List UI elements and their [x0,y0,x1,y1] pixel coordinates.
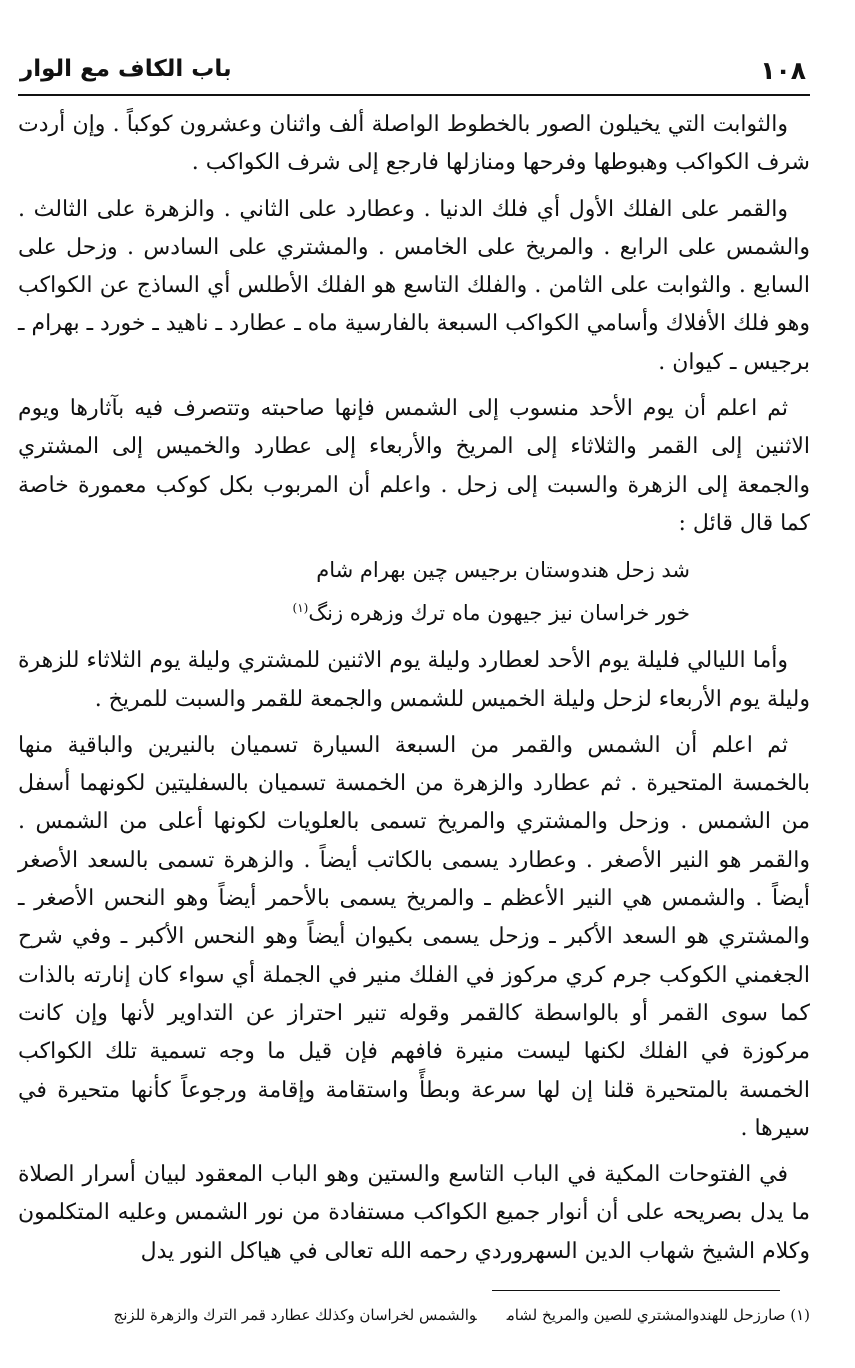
running-title: باب الكاف مع الوار [20,56,232,82]
footnote-part-2: والشمس لخراسان وكذلك عطارد قمر الترك والزهرة للزنج [113,1306,477,1324]
footnote-divider [492,1290,780,1291]
paragraph: ثم اعلم أن الشمس والقمر من السبعة السيارة تسميان بالنيرين والباقية منها بالخمسة المتحيرة . ثم عطارد والزهرة من الخمسة تسميان بالسفليتين لكونهما أسفل من الشمس . وزحل والمشتري والمريخ تسمى بالعلويات لكونها أعلى من الشمس . والقمر هو النير الأصغر . وعطارد يسمى بالكاتب أيضاً . والزهرة تسمى بالسعد الأصغر أيضاً . والشمس هي النير الأعظم ـ والمريخ يسمى بالأحمر أيضاً وهو النحس الأصغر ـ والمشتري هو السعد الأكبر ـ وزحل يسمى بكيوان أيضاً وهو النحس الأكبر ـ وفي شرح الجغمني الكوكب جرم كري مركوز في الفلك منير في الجملة أي سواء كان إنارته بالذات كما سوى القمر أو بالواسطة كالقمر وقوله تنير احتراز عن التداوير لأنها وإن كانت مركوزة في الفلك لكنها ليست منيرة فافهم فإن قيل ما وجه تسمية تلك الكواكب الخمسة بالمتحيرة قلنا إن لها سرعة وبطأً واستقامة وإقامة ورجوعاً كأنها متحيرة في سيرها . [18,732,810,1141]
paragraph: وأما الليالي فليلة يوم الأحد لعطارد وليلة يوم الاثنين للمشتري وليلة يوم الثلاثاء للزهرة وليلة يوم الأربعاء لزحل وليلة الخميس للشمس والجمعة للقمر والسبت للمريخ . [18,648,810,712]
footnote [18,1302,810,1328]
paragraph: والقمر على الفلك الأول أي فلك الدنيا . وعطارد على الثاني . والزهرة على الثالث . والشمس على الرابع . والمريخ على الخامس . والمشتري على السادس . وزحل على السابع . والثوابت على الثامن . والفلك التاسع هو الفلك الأطلس أي الساذج عن الكواكب وهو فلك الأفلاك وأسامي الكواكب السبعة بالفارسية ماه ـ عطارد ـ ناهيد ـ خورد ـ بهرام ـ برجيس ـ كيوان . [18,196,810,375]
paragraph: والثوابت التي يخيلون الصور بالخطوط الواصلة ألف واثنان وعشرون كوكباً . وإن أردت شرف الكواكب وهبوطها وفرحها ومنازلها فارجع إلى شرف الكواكب . [18,112,810,176]
persian-verse [18,551,690,632]
page-number: ١٠٨ [760,56,806,85]
footnote-part-1: (١) صارزحل للهندوالمشتري للصين والمريخ لشام [506,1306,810,1324]
verse-line-2-text: خور خراسان نيز جيهون ماه ترك وزهره زنگ [308,601,690,626]
verse-line-1: شد زحل هندوستان برجيس چين بهرام شام [316,558,690,583]
verse-line-2 [18,589,690,632]
main-text [18,106,810,1271]
footnote-reference: (١) [292,601,309,616]
paragraph: في الفتوحات المكية في الباب التاسع والستين وهو الباب المعقود لبيان أسرار الصلاة ما يدل بصريحه على أن أنوار جميع الكواكب مستفادة من نور الشمس وعليه المتكلمون وكلام الشيخ شهاب الدين السهروردي رحمه الله تعالى في هياكل النور يدل [18,1162,810,1264]
paragraph: ثم اعلم أن يوم الأحد منسوب إلى الشمس فإنها صاحبته وتتصرف فيه بآثارها ويوم الاثنين إلى القمر والثلاثاء إلى المريخ والأربعاء إلى عطارد والخميس إلى المشتري والجمعة إلى الزهرة والسبت إلى زحل . واعلم أن المربوب بكل كوكب معمورة خاصة كما قال قائل : [18,396,810,536]
page-header [18,52,810,96]
book-page [18,52,810,1352]
